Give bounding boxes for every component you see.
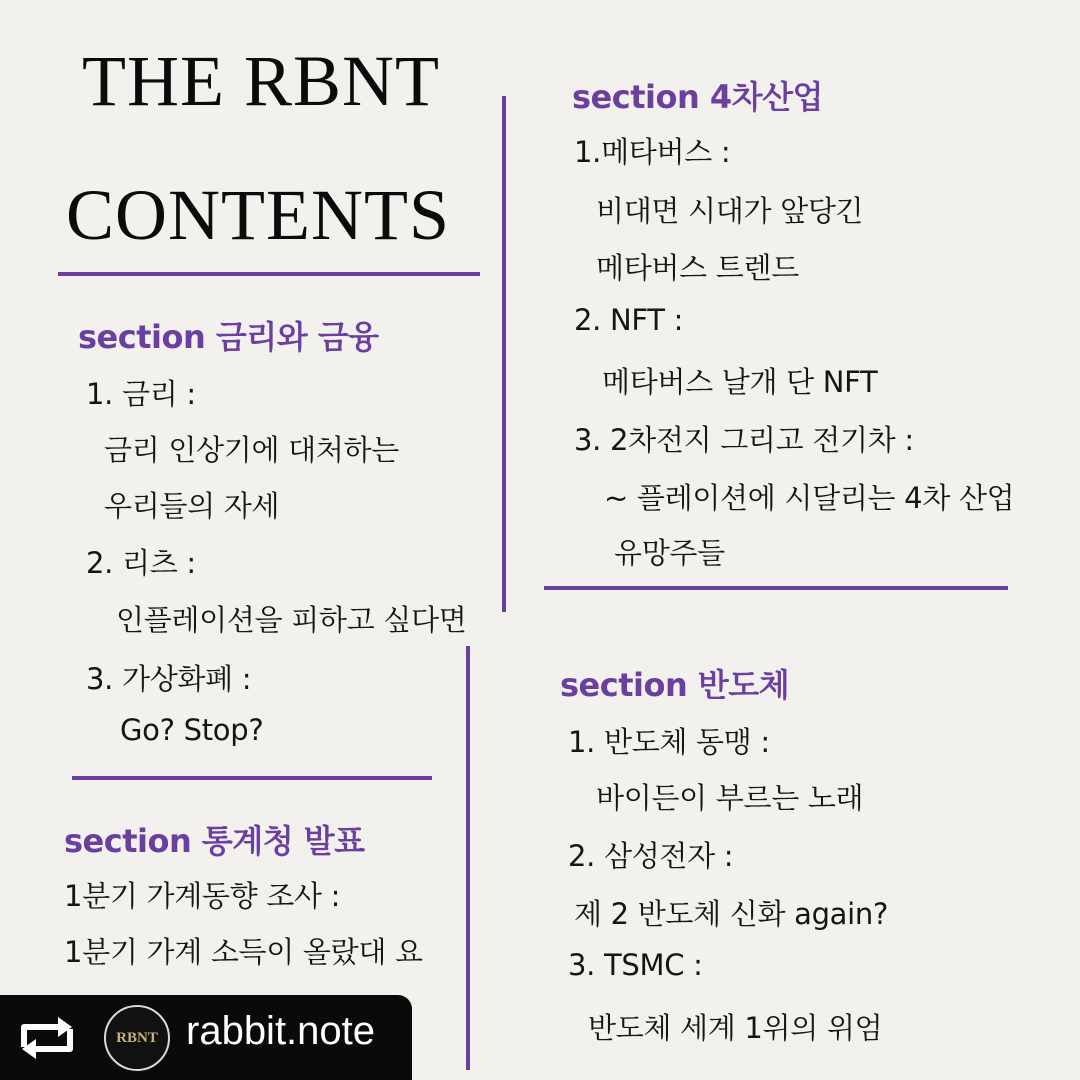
list-item: 1.메타버스 : [574, 135, 731, 169]
list-item: 1. 금리 : [86, 377, 196, 411]
right-section-divider [544, 586, 1008, 590]
list-item-detail: 메타버스 날개 단 NFT [602, 365, 878, 399]
list-item: 3. 2차전지 그리고 전기차 : [574, 423, 914, 457]
repost-badge[interactable] [0, 995, 412, 1080]
list-item-detail: 유망주들 [614, 536, 725, 570]
list-item-detail: 바이든이 부르는 노래 [596, 781, 864, 815]
title-divider [58, 272, 480, 276]
left-section-divider [72, 776, 432, 780]
list-item: 1분기 가계동향 조사 : [64, 879, 341, 913]
list-item-detail: Go? Stop? [120, 713, 264, 747]
list-item-detail: 우리들의 자세 [104, 489, 280, 523]
vertical-divider-top [502, 96, 506, 612]
list-item: 2. 삼성전자 : [568, 839, 734, 873]
vertical-divider-bottom [466, 646, 470, 1070]
list-item-detail: 금리 인상기에 대처하는 [104, 433, 399, 467]
username[interactable]: rabbit.note [186, 1009, 376, 1053]
list-item: 2. NFT : [574, 303, 684, 337]
list-item-detail: 제 2 반도체 신화 again? [574, 897, 889, 931]
section-heading-semiconductor: section 반도체 [560, 666, 790, 704]
list-item-detail: 메타버스 트렌드 [596, 251, 799, 285]
list-item-detail: ~ 플레이션에 시달리는 4차 산업 [604, 481, 1015, 515]
list-item: 3. 가상화폐 : [86, 662, 252, 696]
avatar[interactable] [104, 1005, 170, 1071]
list-item-detail: 비대면 시대가 앞당긴 [596, 194, 864, 228]
list-item-detail: 1분기 가계 소득이 올랐대 요 [64, 935, 423, 969]
title-line-1: THE RBNT [82, 41, 440, 121]
section-heading-finance: section 금리와 금융 [78, 318, 379, 356]
section-heading-industry: section 4차산업 [572, 78, 823, 116]
list-item: 2. 리츠 : [86, 546, 196, 580]
list-item-detail: 인플레이션을 피하고 싶다면 [116, 603, 467, 637]
repost-icon[interactable] [14, 1015, 80, 1061]
avatar-logo-text: RBNT [116, 1029, 158, 1046]
list-item-detail: 반도체 세계 1위의 위엄 [588, 1011, 883, 1045]
list-item: 3. TSMC : [568, 948, 703, 982]
list-item: 1. 반도체 동맹 : [568, 725, 770, 759]
title-line-2: CONTENTS [66, 175, 450, 255]
section-heading-statistics: section 통계청 발표 [64, 822, 365, 860]
